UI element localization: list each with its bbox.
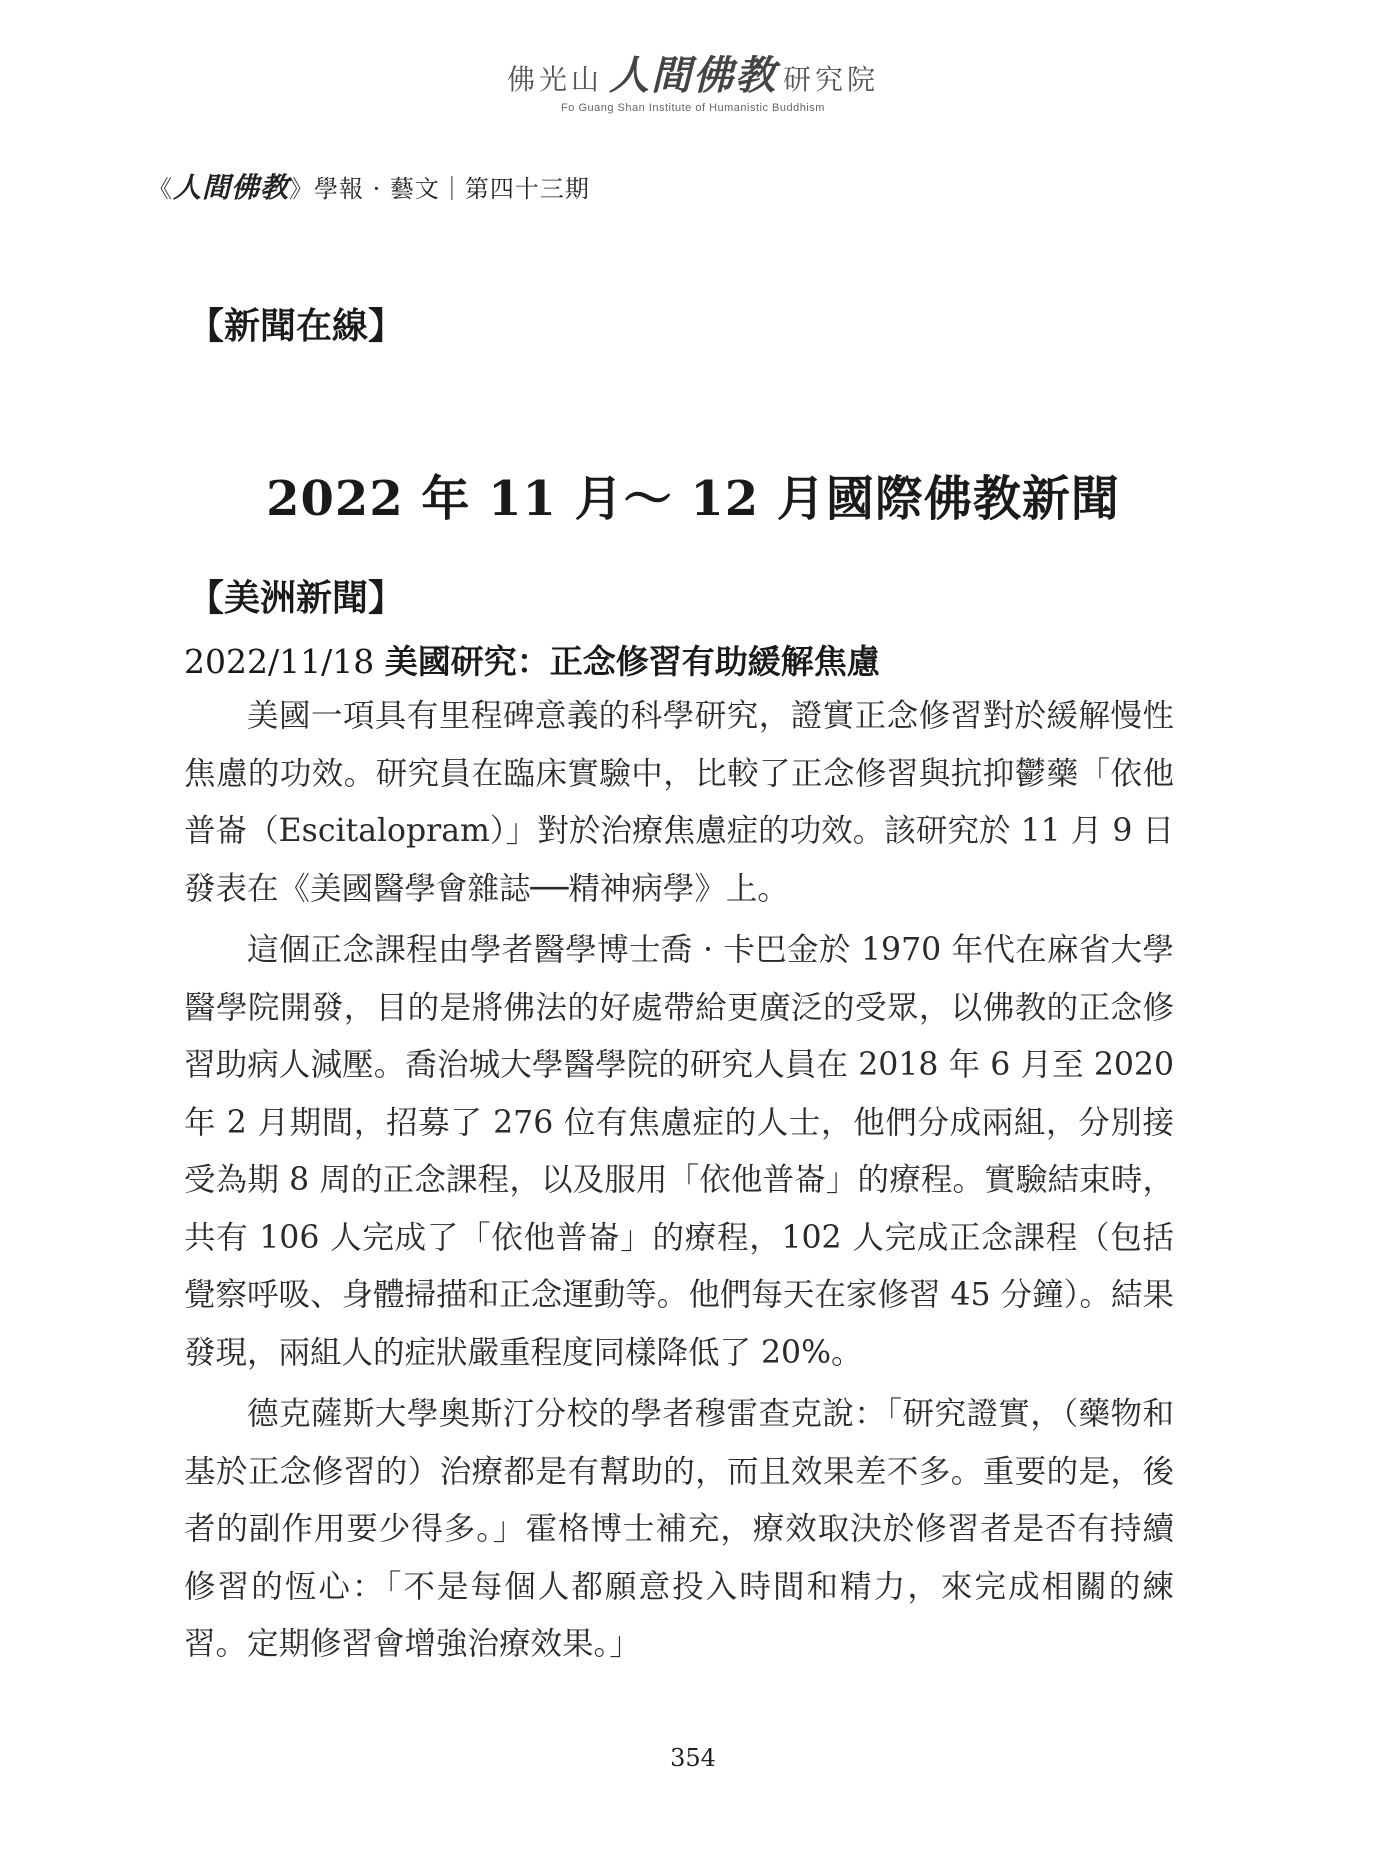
masthead [0,52,1386,114]
article-date: 2022/11/18 [184,642,375,681]
article-heading [184,636,880,683]
running-head [148,166,590,206]
masthead-subtitle: Fo Guang Shan Institute of Humanistic Buddhism [561,102,825,114]
running-head-open-bracket: 《 [148,175,173,203]
masthead-title-right: 研究院 [783,63,880,96]
running-head-brand: 人間佛教 [173,171,290,204]
section-tag-news-online: 【新聞在線】 [188,305,405,347]
masthead-title [0,52,1386,99]
article-headline: 美國研究：正念修習有助緩解焦慮 [384,642,880,681]
page-title: 2022 年 11 月～ 12 月國際佛教新聞 [266,471,1120,528]
masthead-title-left: 佛光山 [506,63,603,96]
article-paragraph-1: 美國一項具有里程碑意義的科學研究，證實正念修習對於緩解慢性焦慮的功效。研究員在臨床實驗中，比較了正念修習與抗抑鬱藥「依他普崙（Escitalopram）」對於治療焦慮症的功效。該研究於 11 月 9 日發表在《美國醫學會雜誌──精神病學》上。 [184,698,1174,907]
section-tag-americas-news: 【美洲新聞】 [188,577,405,619]
page-number: 354 [670,1744,716,1772]
article-paragraph-3: 德克薩斯大學奧斯汀分校的學者穆雷查克說：「研究證實，（藥物和基於正念修習的）治療都是有幫助的，而且效果差不多。重要的是，後者的副作用要少得多。」霍格博士補充，療效取決於修習者是否有持續修習的恆心：「不是每個人都願意投入時間和精力，來完成相關的練習。定期修習會增強治療效果。」 [184,1396,1174,1662]
masthead-brand-logo: 人間佛教 [609,52,777,99]
article-body [184,688,1174,1674]
article-paragraph-2: 這個正念課程由學者醫學博士喬 · 卡巴金於 1970 年代在麻省大學醫學院開發，目的是將佛法的好處帶給更廣泛的受眾，以佛教的正念修習助病人減壓。喬治城大學醫學院的研究人員在 2018 年 6 月至 2020 年 2 月期間，招募了 276 位有焦慮症的人士，他們分成兩組，分別接受為期 8 周的正念課程，以及服用「依他普崙」的療程。實驗結束時，共有 106 人完成了「依他普崙」的療程，102 人完成正念課程（包括覺察呼吸、身體掃描和正念運動等。他們每天在家修習 45 分鐘）。結果發現，兩組人的症狀嚴重程度同樣降低了 20%。 [184,932,1174,1371]
running-head-rest: 》學報 · 藝文｜第四十三期 [289,175,590,203]
